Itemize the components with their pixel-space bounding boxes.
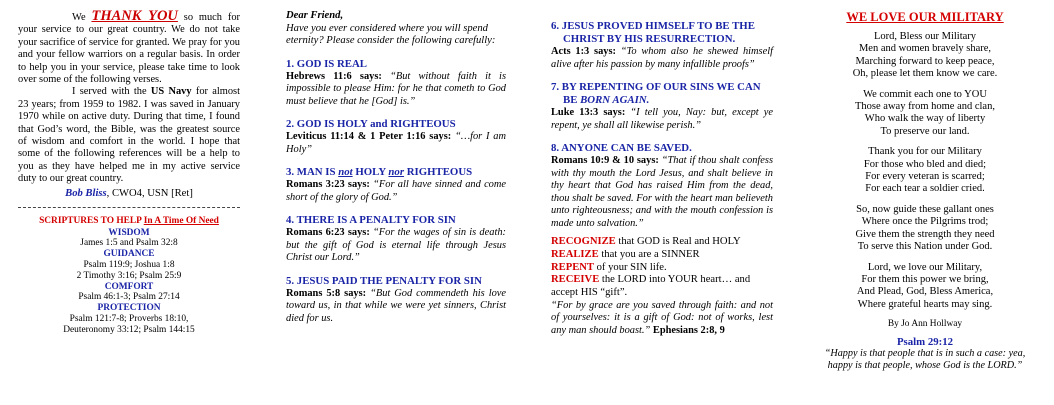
verse-quote: “For all have sinned and come short of the glory of God.” bbox=[286, 179, 506, 203]
panel-gospel-1 bbox=[286, 10, 506, 325]
category-comfort: COMFORT bbox=[104, 281, 154, 292]
poem-line: Where once the Pilgrims trod; bbox=[861, 216, 989, 228]
poem-line: We commit each one to YOU bbox=[863, 88, 987, 100]
point-heading: 4. THERE IS A PENALTY FOR SIN bbox=[286, 214, 456, 226]
point-body bbox=[286, 227, 506, 265]
thank-you-paragraph bbox=[18, 10, 240, 86]
ref-guidance: 2 Timothy 3:16; Psalm 25:9 bbox=[76, 270, 182, 281]
scriptures-heading-sub: In A Time Of Need bbox=[143, 215, 219, 226]
served-pre: I served with the bbox=[72, 86, 147, 98]
poem-line: Thank you for our Military bbox=[868, 146, 982, 158]
scriptures-heading bbox=[18, 216, 240, 226]
point-heading: 6. JESUS PROVED HIMSELF TO BE THE CHRIST BY HIS RESURRECTION. bbox=[551, 20, 755, 45]
thank-you-heading: THANK YOU bbox=[91, 8, 178, 24]
scripture-list bbox=[18, 228, 240, 336]
point-heading: 1. GOD IS REAL bbox=[286, 57, 367, 70]
point-body bbox=[286, 288, 506, 326]
step-text: that you are a SINNER bbox=[598, 248, 700, 260]
category-wisdom: WISDOM bbox=[108, 227, 150, 238]
panel-gospel-2 bbox=[551, 10, 773, 337]
poem-line: Who walk the way of liberty bbox=[864, 113, 986, 125]
poem-line: For those who bled and died; bbox=[863, 158, 987, 170]
heading-part: RIGHTEOUS bbox=[406, 166, 473, 178]
step-repent bbox=[551, 262, 773, 275]
ref-comfort: Psalm 46:1-3; Psalm 27:14 bbox=[78, 292, 180, 303]
point-heading bbox=[286, 166, 506, 179]
poem-stanza bbox=[815, 204, 1035, 254]
intro-text: Have you ever considered where you will spend eternity? Please consider the following carefully: bbox=[286, 22, 496, 46]
point-heading: 5. JESUS PAID THE PENALTY FOR SIN bbox=[286, 274, 482, 287]
poem-line: Men and women bravely share, bbox=[858, 43, 992, 55]
verse-ref: Hebrews 11:6 says: bbox=[286, 70, 382, 82]
verse-ref: Romans 10:9 & 10 says: bbox=[551, 155, 659, 166]
verse-quote: “…for I am Holy” bbox=[286, 131, 507, 155]
point-6 bbox=[551, 20, 773, 71]
signature-name: Bob Bliss bbox=[65, 187, 107, 199]
point-4 bbox=[286, 214, 506, 265]
heading-part: 3. MAN IS bbox=[286, 166, 336, 178]
point-1 bbox=[286, 58, 506, 109]
point-5 bbox=[286, 275, 506, 326]
poem-stanza bbox=[815, 262, 1035, 312]
point-7 bbox=[551, 81, 773, 132]
poem-line: And Plead, God, Bless America, bbox=[856, 286, 994, 298]
salutation: Dear Friend, bbox=[286, 10, 344, 21]
point-heading bbox=[551, 81, 773, 107]
poem-line: Marching forward to keep peace, bbox=[855, 55, 995, 67]
poem-line: To serve this Nation under God. bbox=[857, 241, 993, 253]
verse-ref: Leviticus 11:14 & 1 Peter 1:16 says: bbox=[286, 131, 452, 142]
thanks-post: so much for your service to our great country. We do not take your sacrifice of service for granted. We pray for you and your fellow warriors on a regular basis. In order to help you in your service, please take time to look over some of the following verses. bbox=[18, 12, 240, 86]
poem-line: Where grateful hearts may sing. bbox=[857, 298, 993, 310]
service-paragraph bbox=[18, 86, 240, 185]
psalm-reference: Psalm 29:12 bbox=[896, 336, 954, 349]
ref-wisdom: James 1:5 and Psalm 32:8 bbox=[80, 238, 178, 249]
heading-part: 7. BY REPENTING OF OUR SINS WE CAN BE bbox=[551, 81, 761, 106]
grace-verse bbox=[551, 300, 773, 338]
served-branch: US Navy bbox=[150, 86, 192, 98]
verse-ref: Ephesians 2:8, 9 bbox=[652, 324, 725, 336]
step-realize bbox=[551, 249, 773, 262]
verse-ref: Romans 3:23 says: bbox=[286, 179, 370, 190]
poem-line: For every veteran is scarred; bbox=[865, 171, 985, 183]
point-body bbox=[286, 179, 506, 204]
step-keyword: REALIZE bbox=[551, 248, 599, 260]
verse-ref: Acts 1:3 says: bbox=[551, 46, 616, 57]
panel-military-poem bbox=[815, 10, 1035, 372]
point-body bbox=[286, 131, 506, 156]
poem-byline: By Jo Ann Hollway bbox=[887, 319, 963, 330]
step-keyword: RECOGNIZE bbox=[551, 236, 616, 247]
signature-rank: , CWO4, USN [Ret] bbox=[106, 187, 193, 199]
verse-quote: “I tell you, Nay: but, except ye repent, ye shall all likewise perish.” bbox=[551, 107, 773, 131]
point-body bbox=[286, 71, 506, 109]
poem-line: So, now guide these gallant ones bbox=[856, 203, 994, 215]
point-heading: 8. ANYONE CAN BE SAVED. bbox=[551, 142, 692, 154]
verse-quote: “But God commendeth his love toward us, in that while we were yet sinners, Christ died for us. bbox=[286, 287, 506, 324]
point-heading: 2. GOD IS HOLY and RIGHTEOUS bbox=[286, 118, 456, 130]
ref-guidance: Psalm 119:9; Joshua 1:8 bbox=[83, 260, 175, 271]
step-keyword: REPENT bbox=[551, 261, 594, 273]
step-receive bbox=[551, 274, 773, 300]
poem-stanza bbox=[815, 89, 1035, 139]
verse-quote: “For the wages of sin is death: but the gift of God is eternal life through Jesus Christ our Lord.” bbox=[286, 227, 506, 263]
point-body bbox=[551, 107, 773, 132]
verse-quote: “For by grace are you saved through faith: and not of yourselves: it is a gift of God: not of works, lest any man should boast.” bbox=[551, 299, 773, 336]
step-recognize bbox=[551, 236, 773, 249]
point-8 bbox=[551, 142, 773, 230]
category-guidance: GUIDANCE bbox=[103, 249, 155, 260]
verse-quote: “That if thou shalt confess with thy mouth the Lord Jesus, and shalt believe in thy heart that God has raised Him from the dead, thou shalt be saved. For with the heart man believeth unto righteousness; and with the mouth confession is made unto salvation.” bbox=[551, 155, 773, 229]
point-3 bbox=[286, 166, 506, 204]
heading-emph: BORN AGAIN. bbox=[580, 94, 650, 106]
verse-ref: Romans 6:23 says: bbox=[286, 227, 370, 238]
verse-ref: Luke 13:3 says: bbox=[551, 107, 626, 118]
psalm-quote: “Happy is that people that is in such a case: yea, happy is that people, whose God is the LORD.” bbox=[824, 348, 1026, 372]
served-post: for almost 23 years; from 1959 to 1982. I was saved in January 1970 while on active duty. During that time, I found that God’s word, the Bible, was the greatest source of wisdom and comfort in the world. I hope that some of the following references will be a help to you as they have helped me in my active service duty to our great country. bbox=[18, 86, 240, 185]
point-body bbox=[551, 155, 773, 230]
heading-part: HOLY bbox=[355, 166, 386, 178]
step-keyword: RECEIVE bbox=[551, 274, 600, 286]
signature bbox=[18, 188, 240, 199]
scriptures-heading-main: SCRIPTURES TO HELP bbox=[39, 215, 142, 226]
panel-thank-you bbox=[18, 10, 240, 336]
response-steps bbox=[551, 236, 773, 300]
poem-stanza bbox=[815, 31, 1035, 81]
verse-quote: “But without faith it is impossible to please Him: for he that cometh to God must believe that he [God] is.” bbox=[286, 70, 506, 107]
poem-line: Give them the strength they need bbox=[855, 228, 995, 240]
ref-protection: Deuteronomy 33:12; Psalm 144:15 bbox=[63, 324, 195, 335]
category-protection: PROTECTION bbox=[97, 303, 161, 314]
heading-emph-not: not bbox=[338, 166, 353, 178]
poem-line: For them this power we bring, bbox=[861, 273, 989, 285]
verse-ref: Romans 5:8 says: bbox=[286, 287, 367, 299]
poem-line: Lord, we love our Military, bbox=[867, 261, 983, 273]
verse-quote: “To whom also he shewed himself alive after his passion by many infallible proofs” bbox=[551, 46, 773, 70]
heading-emph-nor: nor bbox=[388, 166, 405, 178]
poem-line: For each tear a soldier cried. bbox=[865, 183, 985, 195]
poem-line: Oh, please let them know we care. bbox=[852, 68, 998, 80]
poem-stanza bbox=[815, 146, 1035, 196]
step-text: that GOD is Real and HOLY bbox=[615, 236, 741, 247]
poem-line: Lord, Bless our Military bbox=[873, 31, 977, 42]
poem-title: WE LOVE OUR MILITARY bbox=[846, 10, 1004, 24]
divider bbox=[18, 207, 240, 208]
poem-line: To preserve our land. bbox=[880, 125, 970, 137]
point-2 bbox=[286, 118, 506, 156]
step-text: of your SIN life. bbox=[593, 261, 667, 273]
step-text: the LORD into YOUR heart… and accept HIS “gift”. bbox=[551, 274, 751, 299]
point-body bbox=[551, 46, 773, 71]
thanks-pre: We bbox=[72, 12, 86, 23]
ref-protection: Psalm 121:7-8; Proverbs 18:10, bbox=[69, 314, 189, 325]
poem-line: Those away from home and clan, bbox=[855, 101, 995, 113]
